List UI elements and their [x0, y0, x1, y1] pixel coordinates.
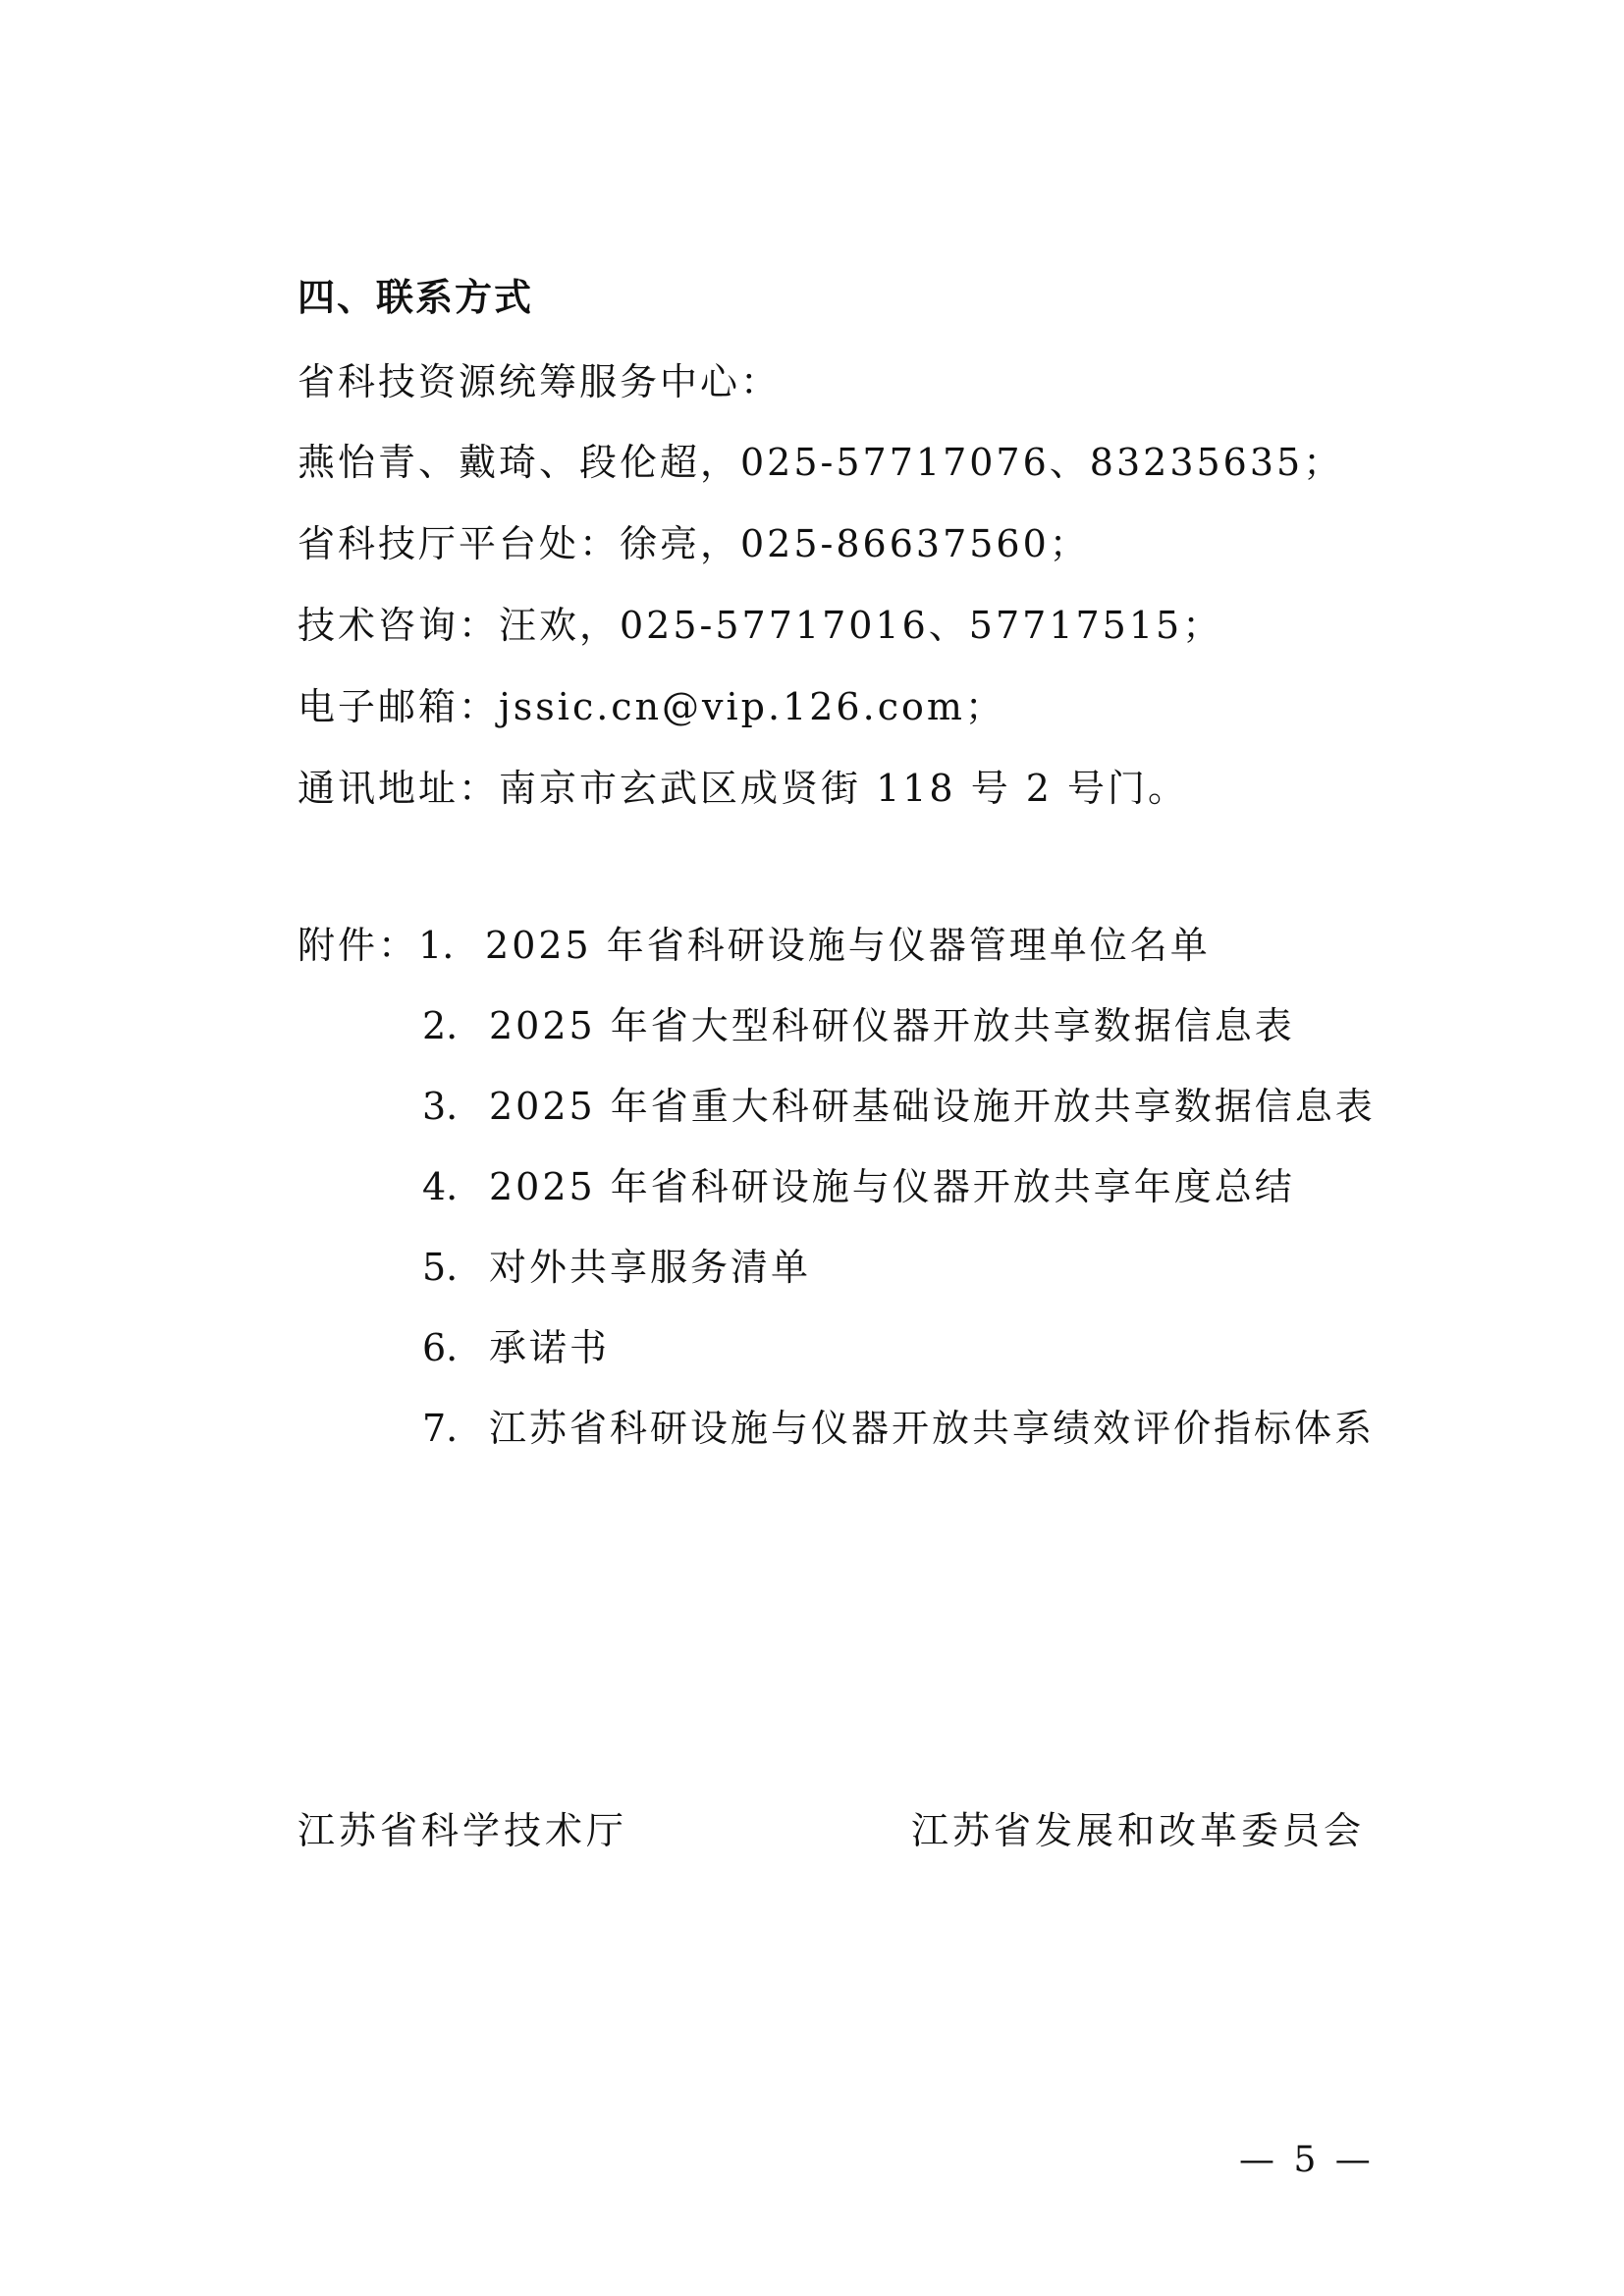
contact-line-email: 电子邮箱：jssic.cn@vip.126.com； [298, 685, 1005, 728]
attachment-title: 江苏省科研设施与仪器开放共享绩效评价指标体系 [489, 1407, 1376, 1450]
attachment-number: 4. [422, 1165, 459, 1208]
attachment-number: 5. [422, 1246, 459, 1289]
signature-right: 江苏省发展和改革委员会 [911, 1809, 1366, 1852]
attachment-item-3 [422, 1082, 1376, 1131]
page-number: — 5 — [1239, 2140, 1375, 2180]
attachment-item-6 [422, 1323, 610, 1372]
attachment-title: 2025 年省科研设施与仪器管理单位名单 [485, 924, 1211, 967]
attachment-title: 2025 年省重大科研基础设施开放共享数据信息表 [489, 1085, 1376, 1128]
attachment-item-1 [298, 921, 1211, 970]
attachment-title: 承诺书 [489, 1326, 611, 1369]
attachment-item-7 [422, 1404, 1375, 1453]
contact-line-center: 省科技资源统筹服务中心： [298, 360, 782, 403]
attachment-number: 7. [422, 1407, 459, 1450]
signature-left: 江苏省科学技术厅 [298, 1809, 628, 1852]
attachment-number: 3. [422, 1085, 459, 1128]
attachment-title: 对外共享服务清单 [489, 1246, 812, 1289]
contact-line-tech: 技术咨询：汪欢，025-57717016、57717515； [298, 604, 1223, 647]
attachment-title: 2025 年省科研设施与仪器开放共享年度总结 [489, 1165, 1295, 1208]
attachment-item-5 [422, 1243, 811, 1292]
attachment-number: 2. [422, 1004, 459, 1047]
section-heading: 四、联系方式 [298, 275, 534, 319]
attachment-number: 6. [422, 1326, 459, 1369]
contact-line-address: 通讯地址：南京市玄武区成贤街 118 号 2 号门。 [298, 767, 1189, 810]
attachment-title: 2025 年省大型科研仪器开放共享数据信息表 [489, 1004, 1295, 1047]
attachment-item-2 [422, 1001, 1295, 1050]
attachment-number: 1. [418, 924, 455, 967]
attachments-label: 附件： [298, 924, 419, 967]
attachment-item-4 [422, 1162, 1295, 1211]
contact-line-platform: 省科技厅平台处：徐亮，025-86637560； [298, 522, 1090, 565]
contact-line-staff: 燕怡青、戴琦、段伦超，025-57717076、83235635； [298, 441, 1344, 484]
